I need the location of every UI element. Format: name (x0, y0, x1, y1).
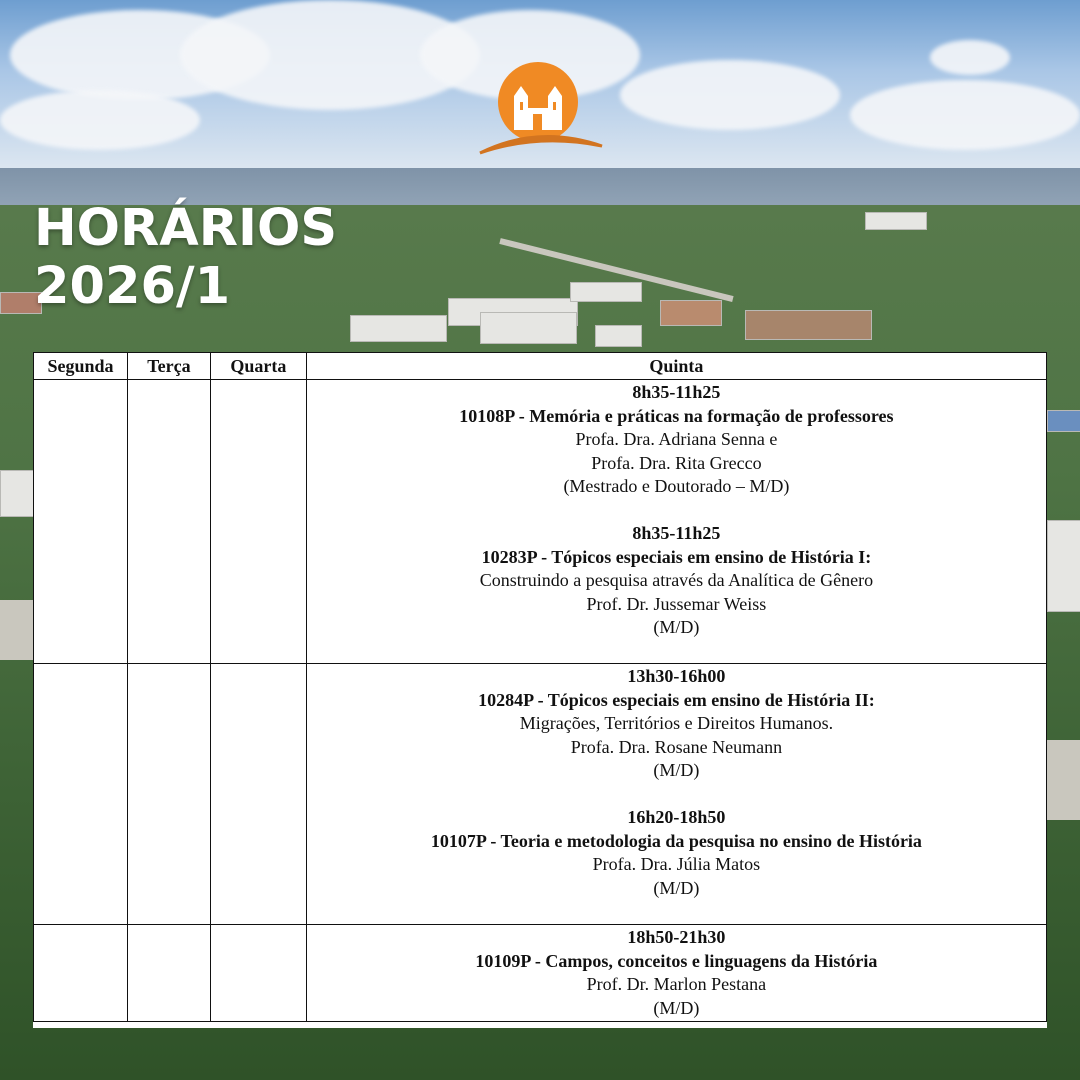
empty-cell (34, 664, 128, 925)
course-title: 10283P - Tópicos especiais em ensino de História I: (481, 546, 872, 567)
road (0, 600, 33, 660)
empty-cell (127, 925, 210, 1022)
title-line-1: HORÁRIOS (34, 199, 338, 258)
building (0, 470, 35, 517)
building (1047, 410, 1080, 432)
course-detail: Profa. Dra. Adriana Senna e (575, 429, 778, 449)
title-line-2: 2026/1 (34, 257, 231, 316)
class-time: 16h20-18h50 (627, 807, 726, 827)
page-title (34, 200, 337, 316)
course-detail: Profa. Dra. Rita Grecco (591, 452, 762, 473)
course-title: 10284P - Tópicos especiais em ensino de História II: (478, 689, 875, 710)
empty-cell (210, 664, 306, 925)
empty-cell (210, 380, 306, 664)
university-logo-icon (478, 58, 604, 158)
course-title: 10109P - Campos, conceitos e linguagens da História (475, 950, 878, 971)
empty-cell (127, 664, 210, 925)
column-header-quarta: Quarta (210, 353, 306, 380)
column-header-terca: Terça (127, 353, 210, 380)
course-detail: (M/D) (653, 617, 700, 637)
empty-cell (34, 380, 128, 664)
empty-cell (127, 380, 210, 664)
building (570, 282, 642, 302)
empty-cell (210, 925, 306, 1022)
course-title: 10108P - Memória e práticas na formação de professores (459, 405, 894, 426)
table-row (34, 925, 1047, 1022)
column-header-segunda: Segunda (34, 353, 128, 380)
course-detail: Profa. Dra. Júlia Matos (592, 854, 761, 874)
column-header-quinta: Quinta (306, 353, 1046, 380)
schedule-cell (306, 664, 1046, 925)
course-detail: (M/D) (653, 760, 700, 780)
course-detail: Prof. Dr. Jussemar Weiss (586, 593, 767, 614)
building (865, 212, 927, 230)
schedule-panel (33, 352, 1047, 1028)
cloud (930, 40, 1010, 75)
course-detail: Migrações, Territórios e Direitos Humanos. (519, 713, 834, 733)
road (1047, 740, 1080, 820)
building (350, 315, 447, 342)
building (745, 310, 872, 340)
schedule-table (33, 352, 1047, 1022)
empty-cell (34, 925, 128, 1022)
class-time: 8h35-11h25 (632, 382, 721, 402)
building (1047, 520, 1080, 612)
class-time: 13h30-16h00 (627, 666, 726, 686)
schedule-cell (306, 380, 1046, 664)
course-detail: (M/D) (653, 877, 700, 898)
table-header-row (34, 353, 1047, 380)
table-row (34, 380, 1047, 664)
schedule-cell (306, 925, 1046, 1022)
course-detail: (M/D) (653, 997, 700, 1018)
building (595, 325, 642, 347)
building (480, 312, 577, 344)
class-time: 18h50-21h30 (627, 927, 726, 947)
course-detail: Profa. Dra. Rosane Neumann (570, 736, 783, 757)
course-detail: Construindo a pesquisa através da Analítica de Gênero (479, 570, 874, 590)
building (660, 300, 722, 326)
course-detail: Prof. Dr. Marlon Pestana (586, 974, 767, 994)
table-row (34, 664, 1047, 925)
cloud (0, 90, 200, 150)
course-detail: (Mestrado e Doutorado – M/D) (563, 476, 790, 496)
course-title: 10107P - Teoria e metodologia da pesquisa no ensino de História (430, 830, 922, 851)
cloud (620, 60, 840, 130)
class-time: 8h35-11h25 (632, 523, 721, 543)
cloud (850, 80, 1080, 150)
